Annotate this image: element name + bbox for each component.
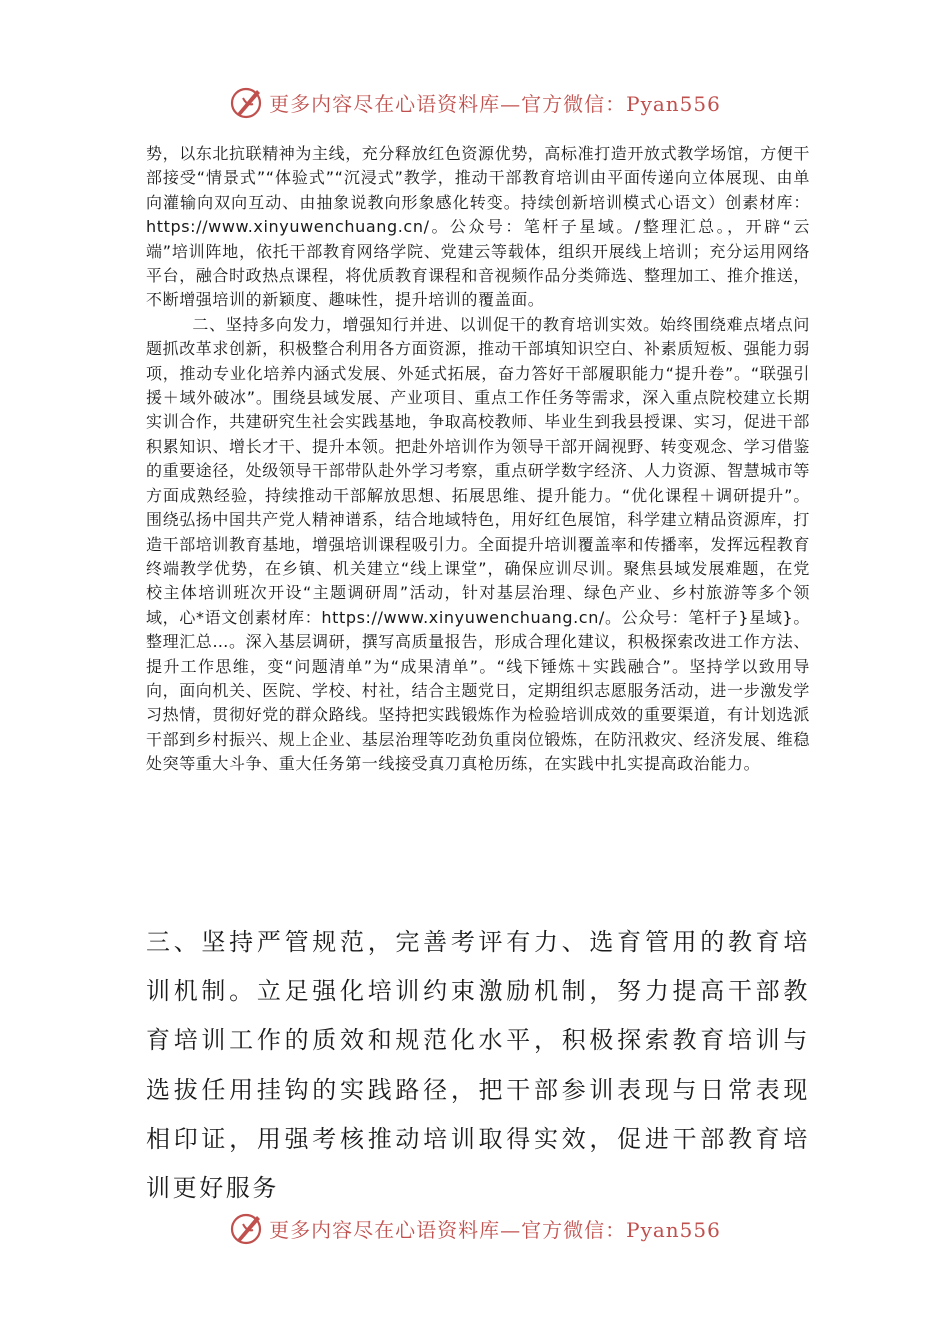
paragraph-continued: 势，以东北抗联精神为主线，充分释放红色资源优势，高标准打造开放式教学场馆，方便干部接受“情景式”“体验式”“沉浸式”教学，推动干部教育培训由平面传递向立体展现、由单向灌输向双向互动、由抽象说教向形象感化转变。持续创新培训模式心语文）创素材库：https://www.xinyuwenchuang.cn/。公众号：笔杆子星域。/整理汇总。，开辟“云端”培训阵地，依托干部教育网络学院、党建云等载体，组织开展线上培训；充分运用网络平台，融合时政热点课程，将优质教育课程和音视频作品分类筛选、整理加工、推介推送，不断增强培训的新颖度、趣味性，提升培训的覆盖面。 xyxy=(146,144,811,310)
footer-banner xyxy=(0,1208,950,1248)
banner-text: 更多内容尽在心语资料库—官方微信：Pyan556 xyxy=(269,1217,721,1242)
header-banner xyxy=(0,82,950,122)
document-body-small xyxy=(146,142,810,777)
pen-logo-icon xyxy=(229,84,265,120)
paragraph-section-three: 三、坚持严管规范，完善考评有力、选育管用的教育培训机制。立足强化培训约束激励机制，努力提高干部教育培训工作的质效和规范化水平，积极探索教育培训与选拔任用挂钩的实践路径，把干部参训表现与日常表现相印证，用强考核推动培训取得实效，促进干部教育培训更好服务 xyxy=(146,928,810,1203)
document-body-large xyxy=(146,918,810,1213)
paragraph-section-two: 二、坚持多向发力，增强知行并进、以训促干的教育培训实效。始终围绕难点堵点问题抓改革求创新，积极整合利用各方面资源，推动干部填知识空白、补素质短板、强能力弱项，推动专业化培养内涵式发展、外延式拓展，奋力答好干部履职能力“提升卷”。“联强引援＋域外破冰”。围绕县域发展、产业项目、重点工作任务等需求，深入重点院校建立长期实训合作，共建研究生社会实践基地，争取高校教师、毕业生到我县授课、实习，促进干部积累知识、增长才干、提升本领。把赴外培训作为领导干部开阔视野、转变观念、学习借鉴的重要途径，处级领导干部带队赴外学习考察，重点研学数字经济、人力资源、智慧城市等方面成熟经验，持续推动干部解放思想、拓展思维、提升能力。“优化课程＋调研提升”。围绕弘扬中国共产党人精神谱系，结合地域特色，用好红色展馆，科学建立精品资源库，打造干部培训教育基地，增强培训课程吸引力。全面提升培训覆盖率和传播率，发挥远程教育终端教学优势，在乡镇、机关建立“线上课堂”，确保应训尽训。聚焦县域发展难题，在党校主体培训班次开设“主题调研周”活动，针对基层治理、绿色产业、乡村旅游等多个领域，心*语文创素材库：https://www.xinyuwenchuang.cn/。公众号：笔杆子}星域}。整理汇总…。深入基层调研，撰写高质量报告，形成合理化建议，积极探索改进工作方法、提升工作思维，变“问题清单”为“成果清单”。“线下锤炼＋实践融合”。坚持学以致用导向，面向机关、医院、学校、村社，结合主题党日，定期组织志愿服务活动，进一步激发学习热情，贯彻好党的群众路线。坚持把实践锻炼作为检验培训成效的重要渠道，有计划选派干部到乡村振兴、规上企业、基层治理等吃劲负重岗位锻炼，在防汛救灾、经济发展、维稳处突等重大斗争、重大任务第一线接受真刀真枪历练，在实践中扎实提高政治能力。 xyxy=(146,314,811,774)
pen-logo-icon xyxy=(229,1210,265,1246)
banner-text: 更多内容尽在心语资料库—官方微信：Pyan556 xyxy=(269,91,721,116)
